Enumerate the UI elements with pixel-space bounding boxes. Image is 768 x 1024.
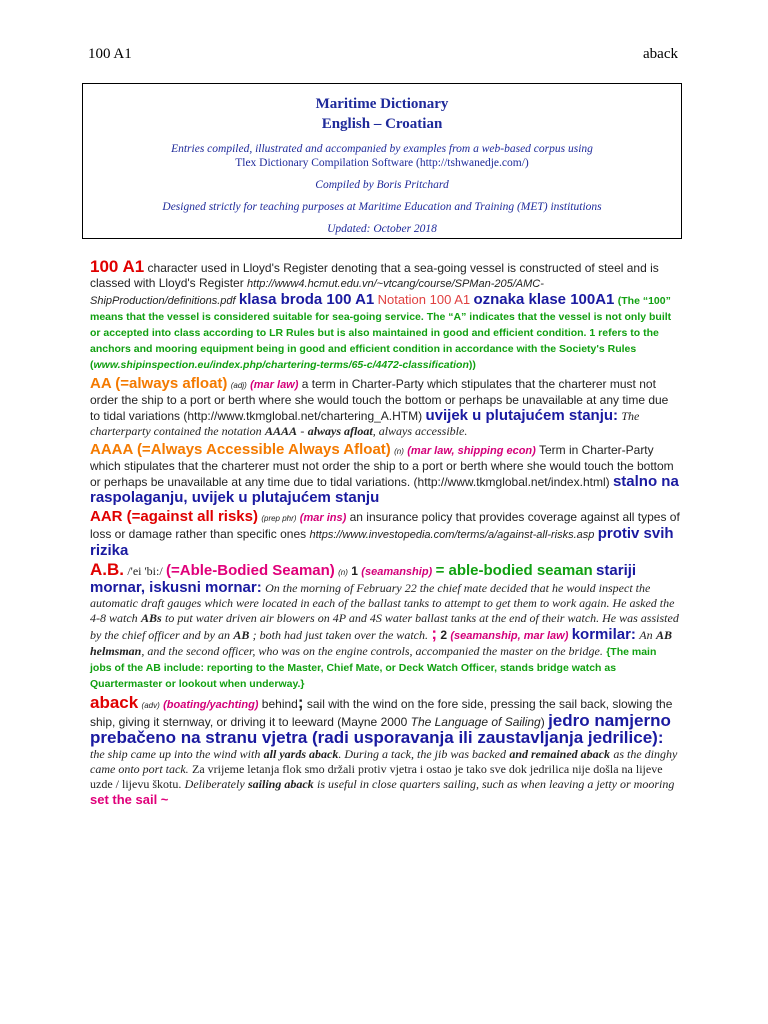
part-of-speech: (prep phr)	[261, 514, 297, 523]
part-of-speech: (n)	[394, 447, 404, 456]
croatian-equivalent: oznaka klase 100A1	[473, 291, 615, 308]
full-form: (=Able-Bodied Seaman)	[166, 562, 335, 579]
domain-label: (mar law, shipping econ)	[407, 445, 536, 457]
headword: AA (=always afloat)	[90, 375, 228, 392]
headword: 100 A1	[90, 257, 145, 276]
dictionary-title: Maritime Dictionary	[315, 96, 449, 112]
croatian-equivalent: kormilar:	[571, 626, 636, 643]
example-term: ABs	[141, 611, 162, 625]
domain-label: (seamanship)	[361, 566, 433, 578]
dictionary-entries	[90, 259, 680, 811]
headword: aback	[90, 693, 139, 712]
croatian-equivalent: stariji mornar, iskusni mornar:	[90, 562, 637, 596]
example-term: AB helmsman	[90, 628, 672, 658]
example-term: sailing aback	[248, 777, 314, 791]
note-close: ))	[468, 359, 476, 371]
related-phrase: set the sail ~	[90, 792, 169, 807]
part-of-speech: (adj)	[230, 381, 247, 390]
compilation-note: Entries compiled, illustrated and accompanied by examples from a web-based corpus using	[171, 143, 593, 155]
entry-aa: AA (=always afloat) (adj) (mar law) a term in Charter-Party which stipulates that the charterer must not order the ship to a port or berth where she would touch the bottom or perhaps be unavailable at any time due to tidal variations (http://www.tkmglobal.net/chartering_A.HTM) uvijek u plutajućem stanju: The charterparty contained the notation AAAA - always afloat, always accessible.	[90, 375, 669, 438]
pronunciation: /'ei 'bi:/	[127, 564, 163, 578]
sense-separator: ;	[431, 624, 437, 643]
notation-label: Notation 100 A1	[377, 292, 471, 307]
definition: a term in Charter-Party which stipulates that the charterer must not order the ship to a port or berth where she would touch the bottom or perhaps be unavailable at any time due to tidal variations (http://www.tkmglobal.net/chartering_A.HTM)	[90, 377, 669, 423]
update-date: Updated: October 2018	[327, 223, 437, 235]
croatian-equivalent: uvijek u plutajućem stanju:	[425, 407, 619, 424]
usage-note: {The main jobs of the AB include: reporting to the Master, Chief Mate, or Deck Watch Officer, stands bridge watch as Quartermaster or lookout when underway.}	[90, 646, 657, 690]
croatian-example: Za vrijeme letanja flok smo držali protiv vjetra i ostao je tako sve dok jedrilica nije došla na lijeve uzde / lijevu škotu.	[90, 762, 663, 791]
croatian-equivalent: klasa broda 100 A1	[238, 291, 375, 308]
source-url: http://www4.hcmut.edu.vn/~vtcang/course/SPMan-205/AMC-ShipProduction/definitions.pdf	[90, 278, 544, 307]
headword: AAAA (=Always Accessible Always Afloat)	[90, 441, 391, 458]
sense-separator: ;	[297, 693, 304, 712]
example: The charterparty contained the notation	[90, 409, 640, 438]
definition: an insurance policy that provides coverage against all types of loss or damage rather than specific ones	[90, 510, 680, 541]
dictionary-subtitle: English – Croatian	[321, 116, 443, 132]
running-header-right: aback	[643, 46, 678, 62]
example-term: AAAA	[264, 424, 297, 438]
compiler-credit: Compiled by Boris Pritchard	[315, 179, 449, 191]
note-url: www.shipinspection.eu/index.php/chartering-terms/65-c/4472-classification	[93, 359, 469, 371]
definition: character used in Lloyd's Register denoting that a sea-going vessel is constructed of steel and is classed with Lloyd's Register	[90, 261, 659, 290]
headword: AAR (=against all risks)	[90, 508, 258, 525]
sense-number: 2	[440, 628, 448, 642]
example: the ship came up into the wind with	[90, 747, 261, 761]
entry-ab: A.B. /'ei 'bi:/ (=Able-Bodied Seaman) (n) 1 (seamanship) = able-bodied seaman stariji mornar, iskusni mornar: On the morning of February 22 the chief mate decided that he would inspect the automatic draft gauges which were located in each of the ballast tanks to attempt to get them to work again. He asked the 4-8 watch ABs to put water driven air blowers on 4P and 4S water ballast tanks at the end of their watch. He was assisted by the chief officer and by an AB ; both had just taken over the watch. ; 2 (seamanship, mar law) kormilar: An AB helmsman, and the second officer, who was on the engine controls, accompanied the master on the bridge. {The main jobs of the AB include: reporting to the Master, Chief Mate, or Deck Watch Officer, stands bridge watch as Quartermaster or lookout when underway.}	[90, 560, 679, 690]
croatian-equivalent: protiv svih rizika	[90, 525, 674, 559]
source-title: The Language of Sailing	[410, 715, 541, 729]
english-equivalent: = able-bodied seaman	[435, 562, 593, 579]
definition: sail with the wind on the fore side, pressing the sail back, slowing the ship, giving it sternway, or driving it to leeward (Mayne 2000	[90, 697, 673, 729]
entry-aback: aback (adv) (boating/yachting) behind; sail with the wind on the fore side, pressing the sail back, slowing the ship, giving it sternway, or driving it to leeward (Mayne 2000 The Language of Sailing) jedro namjerno prebačeno na stranu vjetra (radi usporavanja ili zaustavljanja jedrilice): the ship came up into the wind with all yards aback. During a tack, the jib was backed and remained aback as the dinghy came onto port tack. Za vrijeme letanja flok smo držali protiv vjetra i ostao je tako sve dok jedrilica nije došla na lijeve uzde / lijevu škotu. Deliberately sailing aback is useful in close quarters sailing, such as when leaving a jetty or mooring set the sail ~	[90, 693, 678, 807]
usage-note: (The “100” means that the vessel is considered suitable for sea-going service. The “A” indicates that the vessel is not only built or accepted into class according to LR Rules but is also maintained in good and efficient condition. 1 refers to the anchors and mooring equipment being in good and efficient condition in accordance with the Society's Rules (	[90, 295, 672, 371]
example-term: all yards aback	[263, 747, 339, 761]
headword: A.B.	[90, 560, 124, 579]
entry-aaaa	[90, 442, 680, 506]
part-of-speech: (adv)	[141, 701, 160, 710]
purpose-note: Designed strictly for teaching purposes at Maritime Education and Training (MET) institutions	[162, 201, 602, 213]
croatian-equivalent: jedro namjerno prebačeno na stranu vjetra (radi usporavanja ili zaustavljanja jedrilice):	[90, 711, 671, 747]
definition: Term in Charter-Party which stipulates that the charterer must not order the ship to a port or berth where she would touch the bottom or perhaps be unavailable at any time due to tidal variations. (http://www.tkmglobal.net/index.html)	[90, 443, 674, 489]
definition: behind	[261, 697, 298, 711]
title-box	[82, 83, 682, 239]
software-note: Tlex Dictionary Compilation Software (http://tshwanedje.com/)	[235, 157, 529, 169]
running-header-left: 100 A1	[88, 46, 132, 62]
source-url: https://www.investopedia.com/terms/a/against-all-risks.asp	[309, 529, 595, 541]
croatian-equivalent: stalno na raspolaganju, uvijek u plutajućem stanju	[90, 473, 679, 506]
example: On the morning of February 22 the chief mate decided that he would inspect the automatic draft gauges which were located in each of the ballast tanks to attempt to get them to work again. He asked the 4-8 watch	[90, 581, 675, 625]
domain-label: (seamanship, mar law)	[450, 630, 569, 642]
example-term: always afloat	[307, 424, 373, 438]
domain-label: (mar law)	[250, 379, 299, 391]
example-term: AB	[233, 628, 250, 642]
domain-label: (mar ins)	[299, 512, 347, 524]
part-of-speech: (n)	[338, 568, 348, 577]
domain-label: (boating/yachting)	[163, 699, 259, 711]
entry-100-a1	[90, 259, 680, 373]
example-term: and remained aback	[509, 747, 610, 761]
entry-aar	[90, 509, 680, 559]
sense-number: 1	[351, 564, 358, 578]
